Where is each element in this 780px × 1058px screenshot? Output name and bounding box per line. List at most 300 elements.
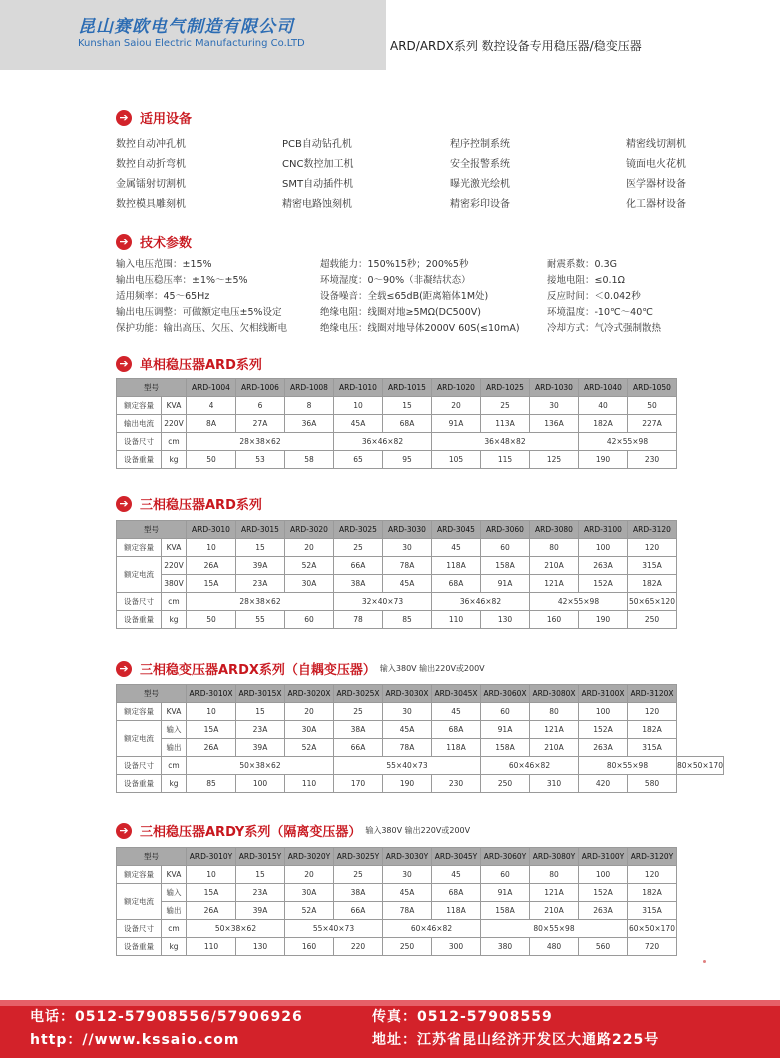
capacity-cell: 40 xyxy=(579,397,628,415)
capacity-cell: 45 xyxy=(432,539,481,557)
weight-label: 设备重量 xyxy=(117,938,162,956)
weight-cell: 310 xyxy=(530,775,579,793)
current-cell: 152A xyxy=(579,884,628,902)
arrow-right-icon: ➔ xyxy=(116,496,132,512)
current-cell: 78A xyxy=(383,739,432,757)
param-item: 接地电阻：≤0.1Ω xyxy=(547,275,625,286)
current-cell: 36A xyxy=(285,415,334,433)
table-row xyxy=(117,703,724,721)
model-cell: ARD-3120X xyxy=(628,685,677,703)
table-row xyxy=(117,739,724,757)
current-cell: 118A xyxy=(432,902,481,920)
current-cell: 30A xyxy=(285,575,334,593)
weight-cell: 160 xyxy=(285,938,334,956)
size-cell: 80×55×98 xyxy=(579,757,677,775)
size-cell: 28×38×62 xyxy=(187,433,334,451)
model-cell: ARD-3100Y xyxy=(579,848,628,866)
capacity-cell: 120 xyxy=(628,539,677,557)
size-cell: 32×40×73 xyxy=(334,593,432,611)
capacity-cell: 6 xyxy=(236,397,285,415)
footer-phone: 电话：0512-57908556/57906926 xyxy=(30,1009,303,1025)
weight-cell: 58 xyxy=(285,451,334,469)
equipment-item: 化工器材设备 xyxy=(626,199,686,210)
capacity-cell: 25 xyxy=(334,539,383,557)
capacity-cell: 45 xyxy=(432,703,481,721)
size-cell: 28×38×62 xyxy=(187,593,334,611)
current-cell: 210A xyxy=(530,902,579,920)
param-item: 设备噪音：全载≤65dB(距离箱体1M处) xyxy=(320,291,489,302)
size-unit: cm xyxy=(162,593,187,611)
current-cell: 66A xyxy=(334,739,383,757)
arrow-right-icon: ➔ xyxy=(116,356,132,372)
current-cell: 315A xyxy=(628,739,677,757)
current-cell: 23A xyxy=(236,884,285,902)
weight-cell: 230 xyxy=(628,451,677,469)
model-cell: ARD-3015 xyxy=(236,521,285,539)
weight-cell: 250 xyxy=(481,775,530,793)
current-cell: 78A xyxy=(383,902,432,920)
weight-cell: 95 xyxy=(383,451,432,469)
current-cell: 39A xyxy=(236,902,285,920)
param-item: 输入电压范围：±15% xyxy=(116,259,212,270)
capacity-cell: 10 xyxy=(334,397,383,415)
model-cell: ARD-3080Y xyxy=(530,848,579,866)
current-cell: 23A xyxy=(236,575,285,593)
current-unit: 输出 xyxy=(162,902,187,920)
current-cell: 158A xyxy=(481,902,530,920)
capacity-cell: 15 xyxy=(236,703,285,721)
current-cell: 15A xyxy=(187,721,236,739)
header-label-cell: 型号 xyxy=(117,685,187,703)
table-header-row xyxy=(117,848,677,866)
table-row xyxy=(117,920,677,938)
weight-label: 设备重量 xyxy=(117,451,162,469)
weight-cell: 300 xyxy=(432,938,481,956)
current-cell: 315A xyxy=(628,902,677,920)
current-cell: 8A xyxy=(187,415,236,433)
model-cell: ARD-1050 xyxy=(628,379,677,397)
current-cell: 66A xyxy=(334,557,383,575)
table-row xyxy=(117,415,677,433)
weight-label: 设备重量 xyxy=(117,775,162,793)
equipment-item: 曝光激光绘机 xyxy=(450,179,510,190)
weight-cell: 55 xyxy=(236,611,285,629)
size-cell: 55×40×73 xyxy=(334,757,481,775)
model-cell: ARD-1015 xyxy=(383,379,432,397)
header-label-cell: 型号 xyxy=(117,521,187,539)
current-cell: 182A xyxy=(628,721,677,739)
equipment-item: 精密线切割机 xyxy=(626,139,686,150)
capacity-label: 额定容量 xyxy=(117,397,162,415)
size-cell: 50×38×62 xyxy=(187,757,334,775)
spec-table-ardx xyxy=(116,684,724,793)
arrow-right-icon: ➔ xyxy=(116,110,132,126)
size-unit: cm xyxy=(162,433,187,451)
capacity-unit: KVA xyxy=(162,703,187,721)
current-unit: 220V xyxy=(162,415,187,433)
weight-cell: 130 xyxy=(236,938,285,956)
capacity-cell: 60 xyxy=(481,866,530,884)
weight-cell: 230 xyxy=(432,775,481,793)
current-cell: 45A xyxy=(334,415,383,433)
arrow-right-icon: ➔ xyxy=(116,823,132,839)
model-cell: ARD-1025 xyxy=(481,379,530,397)
weight-unit: kg xyxy=(162,938,187,956)
weight-cell: 115 xyxy=(481,451,530,469)
capacity-cell: 15 xyxy=(236,539,285,557)
capacity-cell: 60 xyxy=(481,539,530,557)
capacity-label: 额定容量 xyxy=(117,866,162,884)
model-cell: ARD-3120Y xyxy=(628,848,677,866)
model-cell: ARD-3080 xyxy=(530,521,579,539)
table-note: 输入380V 输出220V或200V xyxy=(379,664,485,673)
param-item: 适用频率：45～65Hz xyxy=(116,291,210,302)
current-unit: 380V xyxy=(162,575,187,593)
model-cell: ARD-3045 xyxy=(432,521,481,539)
weight-cell: 420 xyxy=(579,775,628,793)
capacity-cell: 20 xyxy=(432,397,481,415)
current-cell: 91A xyxy=(432,415,481,433)
footer-bar xyxy=(0,1000,780,1058)
current-cell: 38A xyxy=(334,884,383,902)
param-item: 耐震系数：0.3G xyxy=(547,259,617,270)
current-cell: 39A xyxy=(236,739,285,757)
capacity-cell: 25 xyxy=(481,397,530,415)
capacity-cell: 25 xyxy=(334,703,383,721)
current-cell: 158A xyxy=(481,557,530,575)
equipment-item: SMT自动插件机 xyxy=(282,179,354,190)
capacity-label: 额定容量 xyxy=(117,703,162,721)
current-label: 输出电流 xyxy=(117,415,162,433)
size-cell: 36×46×82 xyxy=(334,433,432,451)
param-item: 输出电压稳压率：±1%～±5% xyxy=(116,275,248,286)
weight-cell: 250 xyxy=(383,938,432,956)
table-row xyxy=(117,902,677,920)
capacity-cell: 30 xyxy=(383,539,432,557)
table3-heading xyxy=(116,659,485,678)
weight-cell: 50 xyxy=(187,611,236,629)
weight-cell: 60 xyxy=(285,611,334,629)
capacity-unit: KVA xyxy=(162,539,187,557)
weight-cell: 125 xyxy=(530,451,579,469)
current-cell: 27A xyxy=(236,415,285,433)
header-label-cell: 型号 xyxy=(117,379,187,397)
current-cell: 68A xyxy=(432,721,481,739)
size-label: 设备尺寸 xyxy=(117,433,162,451)
spec-table-ard-single xyxy=(116,378,677,469)
size-label: 设备尺寸 xyxy=(117,920,162,938)
param-item: 超载能力：150%15秒；200%5秒 xyxy=(320,259,469,270)
table-title: 三相稳压器ARD系列 xyxy=(140,498,262,513)
current-cell: 38A xyxy=(334,721,383,739)
current-cell: 66A xyxy=(334,902,383,920)
capacity-cell: 20 xyxy=(285,703,334,721)
capacity-cell: 80 xyxy=(530,866,579,884)
equipment-item: 精密电路蚀刻机 xyxy=(282,199,352,210)
table4-heading xyxy=(116,821,470,840)
model-cell: ARD-3100 xyxy=(579,521,628,539)
model-cell: ARD-3120 xyxy=(628,521,677,539)
current-cell: 263A xyxy=(579,902,628,920)
size-unit: cm xyxy=(162,757,187,775)
model-cell: ARD-3080X xyxy=(530,685,579,703)
model-cell: ARD-3010Y xyxy=(187,848,236,866)
table-row xyxy=(117,884,677,902)
equipment-item: 精密彩印设备 xyxy=(450,199,510,210)
current-cell: 315A xyxy=(628,557,677,575)
current-cell: 30A xyxy=(285,721,334,739)
current-cell: 91A xyxy=(481,721,530,739)
footer-website: http：//www.kssaio.com xyxy=(30,1032,240,1048)
param-item: 环境温度：-10℃～40℃ xyxy=(547,307,653,318)
section-params-heading xyxy=(116,232,192,251)
capacity-label: 额定容量 xyxy=(117,539,162,557)
equipment-item: 安全报警系统 xyxy=(450,159,510,170)
size-cell: 80×50×170 xyxy=(677,757,724,775)
params-column-3 xyxy=(547,258,661,335)
current-cell: 263A xyxy=(579,739,628,757)
current-label: 额定电流 xyxy=(117,721,162,757)
company-name-en: Kunshan Saiou Electric Manufacturing Co.LTD xyxy=(78,38,305,49)
size-cell: 36×46×82 xyxy=(432,593,530,611)
weight-cell: 53 xyxy=(236,451,285,469)
section-title: 技术参数 xyxy=(140,236,193,251)
weight-cell: 50 xyxy=(187,451,236,469)
capacity-cell: 120 xyxy=(628,866,677,884)
table-row xyxy=(117,775,724,793)
table-note: 输入380V 输出220V或200V xyxy=(365,826,471,835)
section-equipment-heading xyxy=(116,108,192,127)
weight-cell: 160 xyxy=(530,611,579,629)
model-cell: ARD-1006 xyxy=(236,379,285,397)
model-cell: ARD-3010X xyxy=(187,685,236,703)
weight-cell: 85 xyxy=(383,611,432,629)
model-cell: ARD-1008 xyxy=(285,379,334,397)
table-row xyxy=(117,451,677,469)
param-item: 绝缘电压：线圈对地导体2000V 60S(≤10mA) xyxy=(320,323,520,334)
capacity-cell: 30 xyxy=(383,703,432,721)
size-label: 设备尺寸 xyxy=(117,757,162,775)
capacity-cell: 100 xyxy=(579,539,628,557)
current-label: 额定电流 xyxy=(117,884,162,920)
current-cell: 68A xyxy=(432,575,481,593)
equipment-item: 金属镭射切割机 xyxy=(116,179,186,190)
current-cell: 182A xyxy=(628,884,677,902)
footer-address: 地址：江苏省昆山经济开发区大通路225号 xyxy=(372,1032,660,1048)
model-cell: ARD-3010 xyxy=(187,521,236,539)
model-cell: ARD-3060 xyxy=(481,521,530,539)
size-cell: 50×38×62 xyxy=(187,920,285,938)
current-cell: 68A xyxy=(383,415,432,433)
weight-cell: 85 xyxy=(187,775,236,793)
current-cell: 210A xyxy=(530,557,579,575)
param-item: 环境湿度：0～90%（非凝结状态） xyxy=(320,275,471,286)
capacity-cell: 10 xyxy=(187,866,236,884)
model-cell: ARD-3015Y xyxy=(236,848,285,866)
capacity-cell: 4 xyxy=(187,397,236,415)
table-row xyxy=(117,721,724,739)
equipment-item: CNC数控加工机 xyxy=(282,159,354,170)
param-item: 输出电压调整：可做额定电压±5%设定 xyxy=(116,307,282,318)
current-cell: 68A xyxy=(432,884,481,902)
current-cell: 158A xyxy=(481,739,530,757)
capacity-cell: 10 xyxy=(187,539,236,557)
current-unit: 输入 xyxy=(162,884,187,902)
current-cell: 121A xyxy=(530,884,579,902)
table-row xyxy=(117,757,724,775)
current-unit: 输出 xyxy=(162,739,187,757)
current-cell: 113A xyxy=(481,415,530,433)
model-cell: ARD-1030 xyxy=(530,379,579,397)
weight-unit: kg xyxy=(162,775,187,793)
weight-cell: 78 xyxy=(334,611,383,629)
capacity-unit: KVA xyxy=(162,866,187,884)
equipment-item: 镜面电火花机 xyxy=(626,159,686,170)
capacity-cell: 10 xyxy=(187,703,236,721)
current-cell: 39A xyxy=(236,557,285,575)
capacity-cell: 25 xyxy=(334,866,383,884)
current-cell: 15A xyxy=(187,575,236,593)
current-cell: 52A xyxy=(285,902,334,920)
capacity-cell: 100 xyxy=(579,703,628,721)
table-row xyxy=(117,557,677,575)
model-cell: ARD-3020Y xyxy=(285,848,334,866)
equipment-item: PCB自动钻孔机 xyxy=(282,139,352,150)
current-cell: 45A xyxy=(383,575,432,593)
weight-unit: kg xyxy=(162,611,187,629)
equipment-item: 数控自动冲孔机 xyxy=(116,139,186,150)
model-cell: ARD-3015X xyxy=(236,685,285,703)
current-cell: 152A xyxy=(579,721,628,739)
table-header-row xyxy=(117,521,677,539)
weight-cell: 110 xyxy=(285,775,334,793)
current-cell: 38A xyxy=(334,575,383,593)
weight-cell: 190 xyxy=(579,451,628,469)
spec-table-ardy xyxy=(116,847,677,956)
size-cell: 55×40×73 xyxy=(285,920,383,938)
model-cell: ARD-3045Y xyxy=(432,848,481,866)
current-cell: 152A xyxy=(579,575,628,593)
weight-cell: 130 xyxy=(481,611,530,629)
weight-cell: 580 xyxy=(628,775,677,793)
current-cell: 118A xyxy=(432,739,481,757)
weight-cell: 65 xyxy=(334,451,383,469)
model-cell: ARD-1010 xyxy=(334,379,383,397)
current-cell: 121A xyxy=(530,721,579,739)
table1-heading xyxy=(116,354,262,373)
weight-unit: kg xyxy=(162,451,187,469)
model-cell: ARD-3060X xyxy=(481,685,530,703)
size-cell: 36×48×82 xyxy=(432,433,579,451)
table-title: 三相稳压器ARDY系列（隔离变压器） xyxy=(140,825,362,840)
footer-fax: 传真：0512-57908559 xyxy=(372,1009,553,1025)
current-cell: 45A xyxy=(383,721,432,739)
spec-table-ard-three xyxy=(116,520,677,629)
equipment-item: 程序控制系统 xyxy=(450,139,510,150)
current-cell: 210A xyxy=(530,739,579,757)
weight-cell: 220 xyxy=(334,938,383,956)
param-item: 保护功能：输出高压、欠压、欠相线断电 xyxy=(116,323,288,334)
model-cell: ARD-1004 xyxy=(187,379,236,397)
table-header-row xyxy=(117,379,677,397)
current-unit: 220V xyxy=(162,557,187,575)
current-cell: 30A xyxy=(285,884,334,902)
model-cell: ARD-3025 xyxy=(334,521,383,539)
model-cell: ARD-3100X xyxy=(579,685,628,703)
model-cell: ARD-1020 xyxy=(432,379,481,397)
size-cell: 80×55×98 xyxy=(481,920,628,938)
capacity-unit: KVA xyxy=(162,397,187,415)
weight-cell: 480 xyxy=(530,938,579,956)
capacity-cell: 20 xyxy=(285,539,334,557)
table2-heading xyxy=(116,494,262,513)
current-cell: 136A xyxy=(530,415,579,433)
series-title: ARD/ARDX系列 数控设备专用稳压器/稳变压器 xyxy=(390,39,642,53)
table-row xyxy=(117,866,677,884)
param-item: 绝缘电阻：线圈对地≥5MΩ(DC500V) xyxy=(320,307,481,318)
current-cell: 118A xyxy=(432,557,481,575)
weight-cell: 720 xyxy=(628,938,677,956)
size-cell: 42×55×98 xyxy=(579,433,677,451)
current-cell: 15A xyxy=(187,884,236,902)
weight-cell: 190 xyxy=(579,611,628,629)
weight-cell: 100 xyxy=(236,775,285,793)
size-label: 设备尺寸 xyxy=(117,593,162,611)
decorative-dot xyxy=(703,960,706,963)
current-cell: 52A xyxy=(285,739,334,757)
weight-cell: 110 xyxy=(187,938,236,956)
equipment-item: 医学器材设备 xyxy=(626,179,686,190)
current-cell: 26A xyxy=(187,902,236,920)
model-cell: ARD-3045X xyxy=(432,685,481,703)
capacity-cell: 80 xyxy=(530,539,579,557)
model-cell: ARD-3030Y xyxy=(383,848,432,866)
current-cell: 121A xyxy=(530,575,579,593)
capacity-cell: 60 xyxy=(481,703,530,721)
size-unit: cm xyxy=(162,920,187,938)
table-row xyxy=(117,539,677,557)
size-cell: 60×46×82 xyxy=(481,757,579,775)
capacity-cell: 100 xyxy=(579,866,628,884)
weight-cell: 560 xyxy=(579,938,628,956)
current-cell: 23A xyxy=(236,721,285,739)
current-cell: 263A xyxy=(579,557,628,575)
model-cell: ARD-3025X xyxy=(334,685,383,703)
current-cell: 182A xyxy=(628,575,677,593)
capacity-cell: 15 xyxy=(383,397,432,415)
capacity-cell: 50 xyxy=(628,397,677,415)
params-column-2 xyxy=(320,258,520,335)
size-cell: 50×65×120 xyxy=(628,593,677,611)
current-label: 额定电流 xyxy=(117,557,162,593)
current-cell: 91A xyxy=(481,884,530,902)
size-cell: 42×55×98 xyxy=(530,593,628,611)
current-cell: 45A xyxy=(383,884,432,902)
model-cell: ARD-3020 xyxy=(285,521,334,539)
size-cell: 60×46×82 xyxy=(383,920,481,938)
size-cell: 60×50×170 xyxy=(628,920,677,938)
capacity-cell: 45 xyxy=(432,866,481,884)
capacity-cell: 8 xyxy=(285,397,334,415)
model-cell: ARD-3030 xyxy=(383,521,432,539)
model-cell: ARD-3025Y xyxy=(334,848,383,866)
capacity-cell: 20 xyxy=(285,866,334,884)
company-name-cn: 昆山赛欧电气制造有限公司 xyxy=(78,17,294,37)
table-header-row xyxy=(117,685,724,703)
model-cell: ARD-3060Y xyxy=(481,848,530,866)
table-title: 单相稳压器ARD系列 xyxy=(140,358,262,373)
current-cell: 91A xyxy=(481,575,530,593)
